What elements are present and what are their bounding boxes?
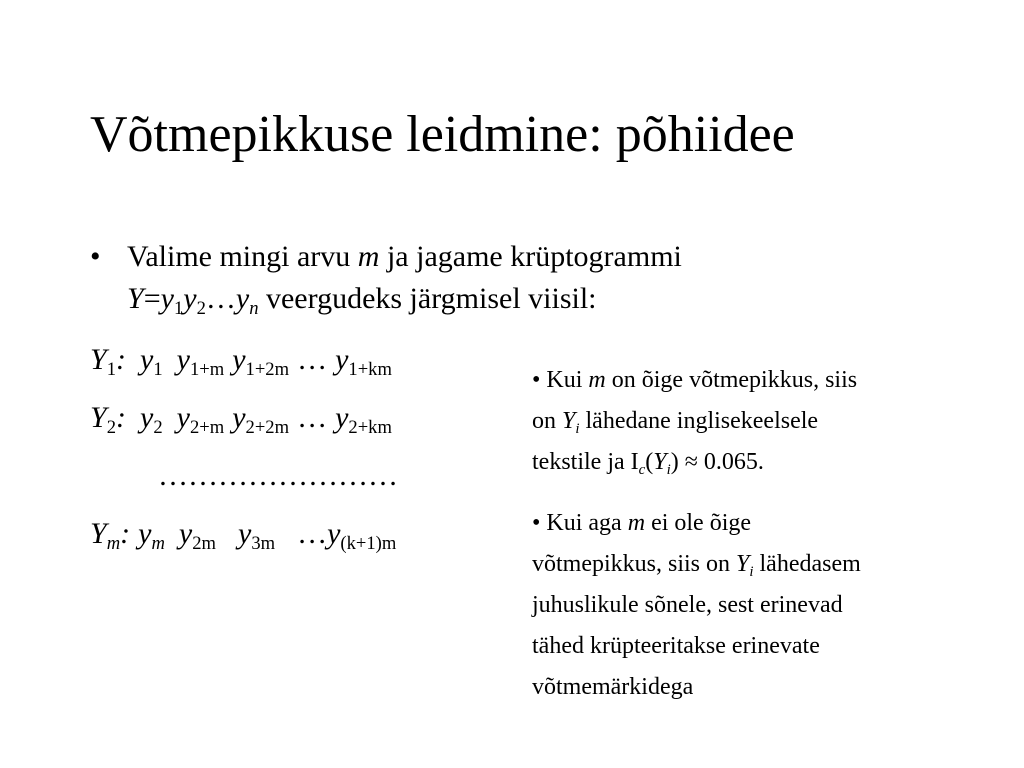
sequence-dots: …………………… [158, 459, 398, 492]
note-correct-key-length [532, 360, 1012, 483]
bullet-line-1: Valime mingi arvu m ja jagame krüptogrammi [127, 240, 682, 273]
note1-line-2: on $Y_i$ lähedane inglisekeelsele [532, 408, 819, 437]
note2-line-2: võtmepikkus, siis on $Y_i$ lähedasem [532, 551, 861, 580]
note1-line-1: • Kui m on õige võtmepikkus, siis [532, 367, 858, 393]
note2-line-1: • Kui aga m ei ole õige [532, 510, 752, 536]
sequence-row-1: $Y_1$: $y_1$ $y_{1+m}$ $y_{1+2m}$ … $y_{1+km}$ [90, 343, 392, 380]
sequence-row-m: $Y_m$: $y_m$ $y_{2m}$ $y_{3m}$ $\dots y_{(k+1)m}$ [90, 517, 397, 554]
bullet-marker: • [90, 240, 101, 273]
note1-line-3: tekstile ja $I_c(Y_i) \approx 0.065$. [532, 449, 764, 478]
note2-line-4: tähed krüpteeritakse erinevate [532, 633, 820, 659]
slide-title: Võtmepikkuse leidmine: põhiidee [90, 106, 795, 163]
sequence-row-2: $Y_2$: $y_2$ $y_{2+m}$ $y_{2+2m}$ … $y_{2+km}$ [90, 401, 392, 438]
note2-line-5: võtmemärkidega [532, 674, 694, 700]
note-wrong-key-length [532, 503, 1012, 708]
note2-line-3: juhuslikule sõnele, sest erinevad [532, 592, 843, 618]
bullet-line-2: $Y=y_1y_2\dots y_n$ veergudeks järgmisel viisil: [127, 282, 597, 319]
